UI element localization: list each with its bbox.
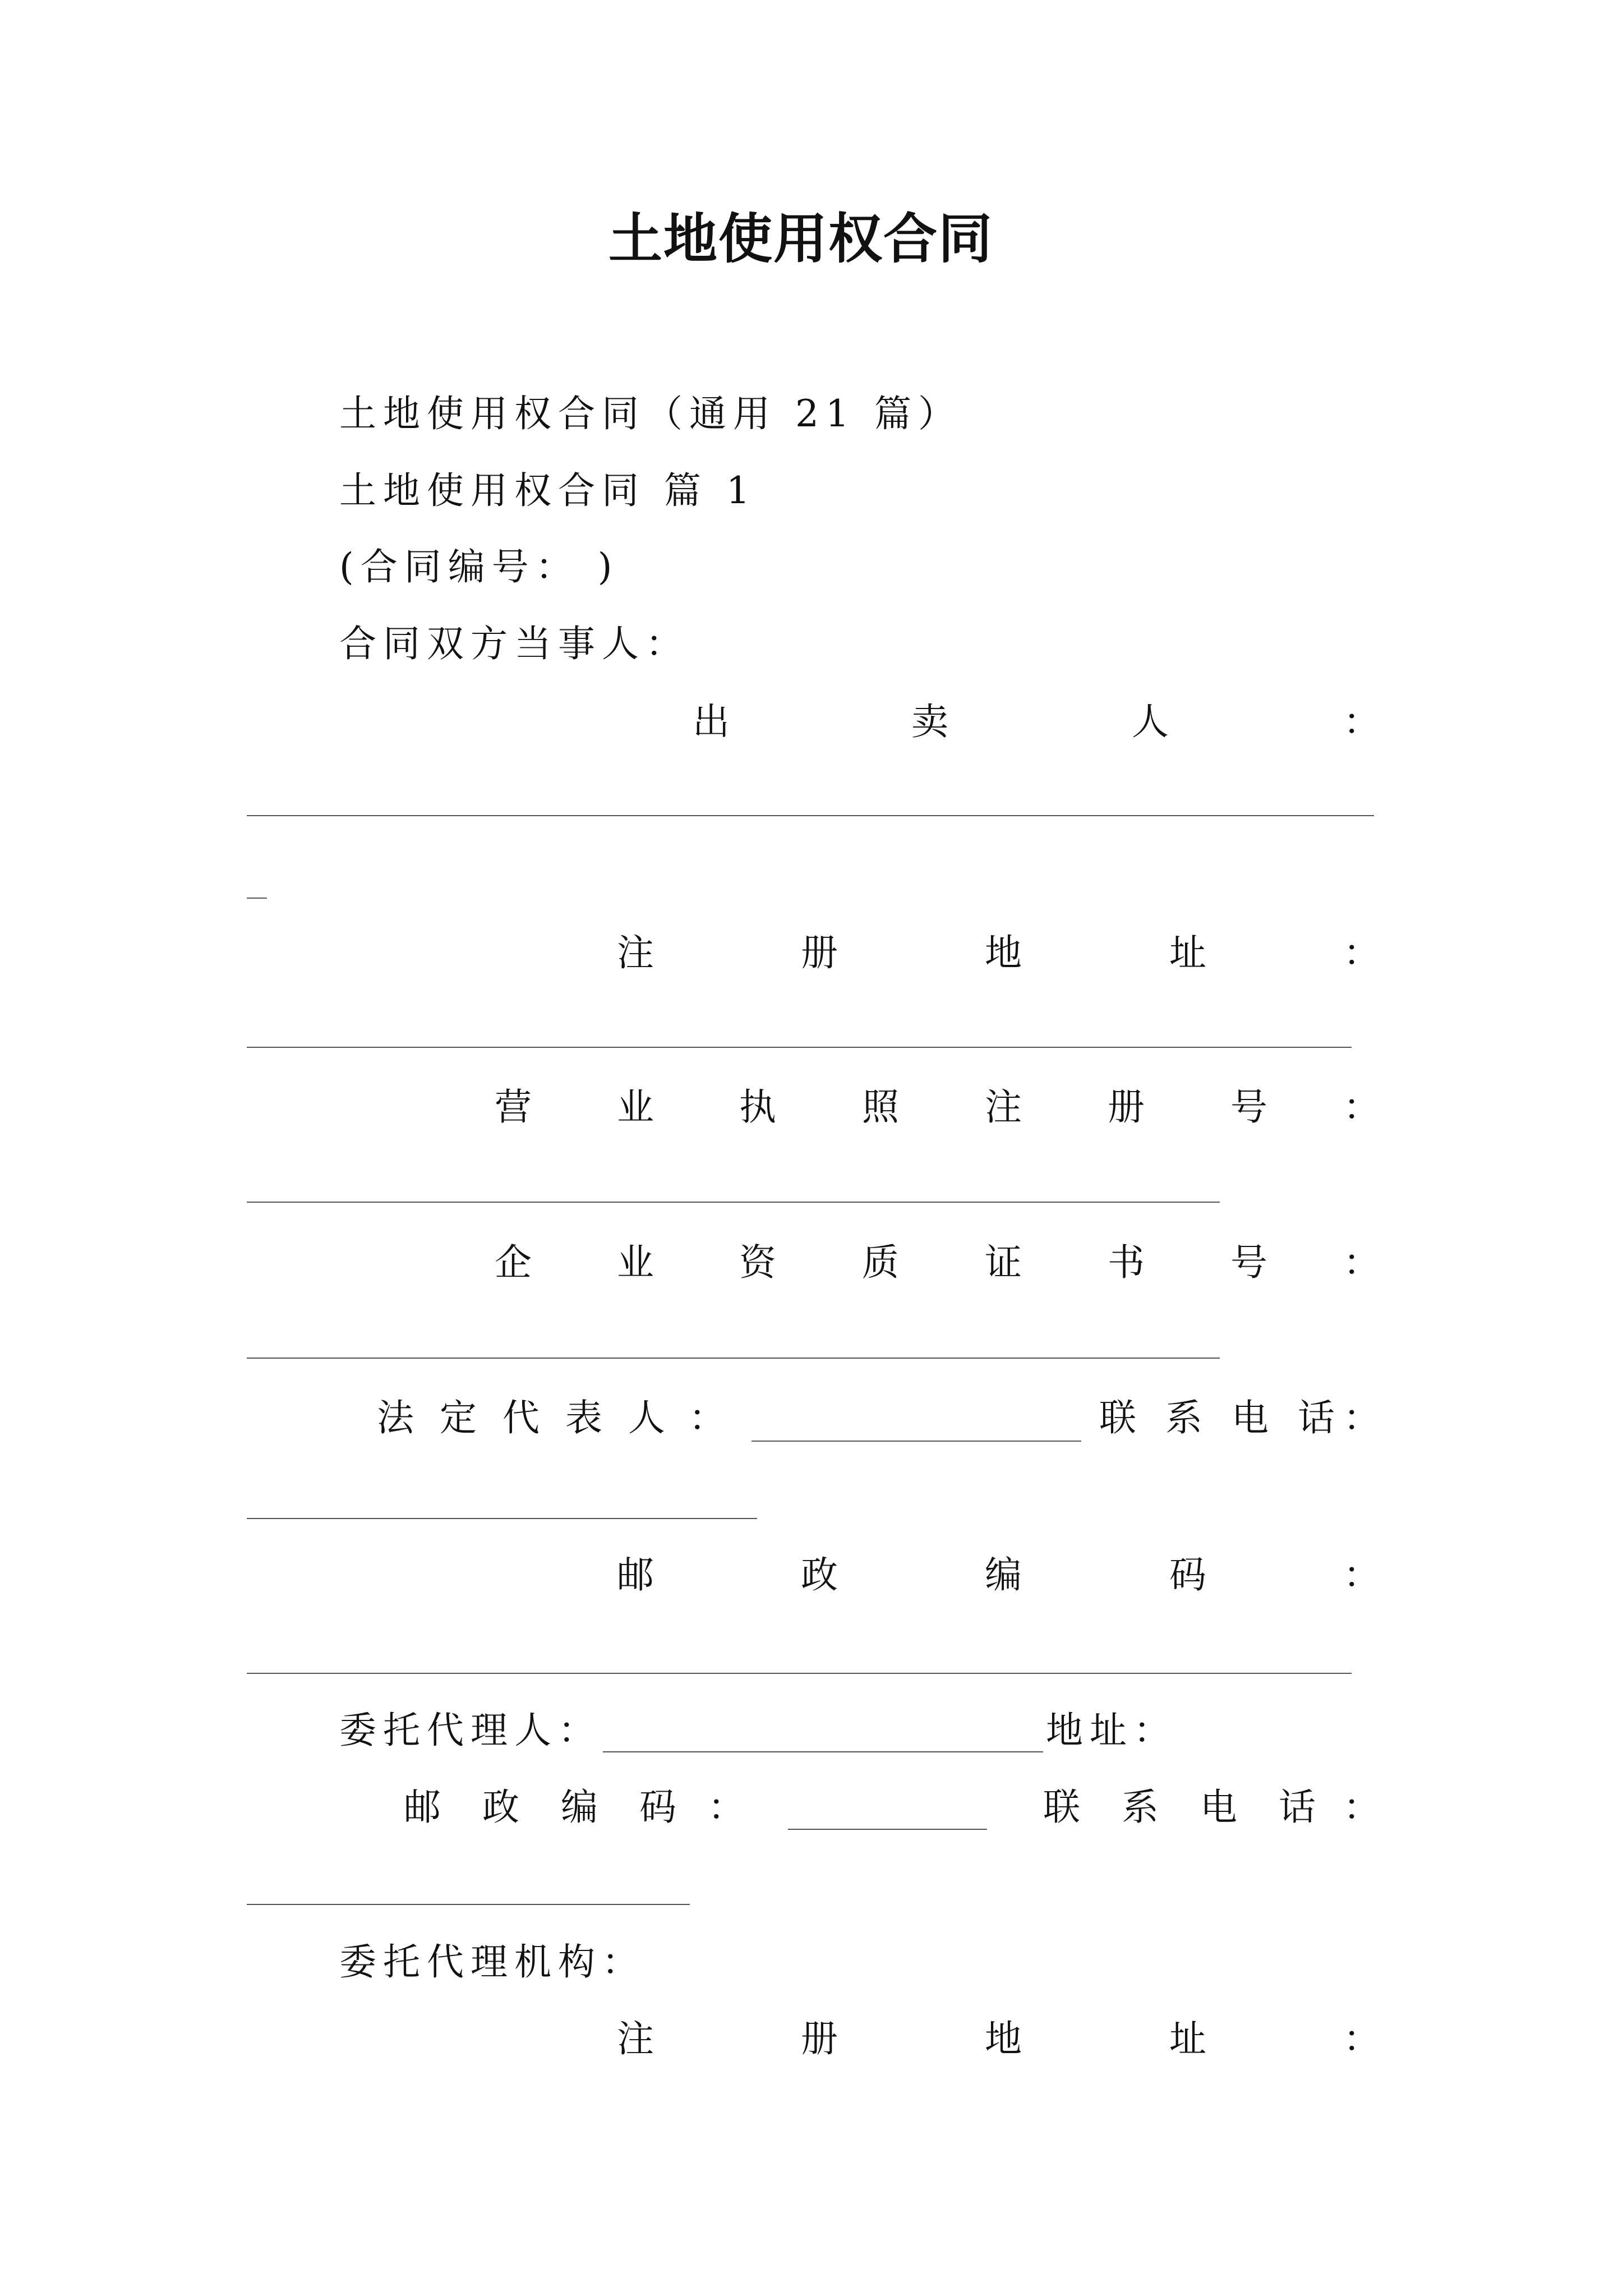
cert-no-blank-line: [247, 1358, 1220, 1359]
cert-no-label-char: ：: [1343, 1241, 1380, 1284]
seller-blank-line: [247, 815, 1374, 816]
license-no-label-char: 册: [1108, 1085, 1145, 1129]
cert-no-label-char: 质: [862, 1241, 899, 1284]
license-no-label-char: 号: [1230, 1085, 1267, 1129]
postcode-blank-line: [247, 1673, 1352, 1674]
legal-rep-phone-blank-line: [247, 1518, 757, 1519]
cert-no-label-char: 业: [617, 1241, 654, 1284]
agency-address-label-char: 注: [617, 2017, 654, 2060]
seller-label-char: 出: [693, 700, 730, 743]
legal-rep-blank-line: [751, 1441, 1081, 1442]
seller-label-char: 人: [1132, 700, 1169, 743]
postcode-label-char: ：: [1343, 1553, 1380, 1596]
license-no-label-char: 照: [862, 1085, 899, 1129]
cert-no-label-char: 号: [1230, 1241, 1267, 1284]
legal-rep-label-char: ：: [689, 1396, 726, 1439]
seller-label-char: 卖: [911, 700, 948, 743]
agent-postcode-label-char: 政: [482, 1786, 519, 1829]
reg-address-label-char: 地: [985, 931, 1022, 974]
reg-address-blank-line: [247, 1047, 1352, 1048]
part-heading: 土地使用权合同 篇 1: [339, 469, 757, 512]
agency-address-label-char: 册: [801, 2017, 838, 2060]
reg-address-label-char: 注: [617, 931, 654, 974]
agent-phone-label-char: 话: [1279, 1786, 1316, 1829]
legal-rep-phone-label-char: 电: [1232, 1396, 1269, 1439]
license-no-label-char: 营: [495, 1085, 532, 1129]
document-subtitle: 土地使用权合同（通用 21 篇）: [339, 392, 962, 435]
license-no-label-char: 业: [617, 1085, 654, 1129]
legal-rep-phone-label-char: 话: [1298, 1396, 1335, 1439]
contract-number: (合同编号： ): [339, 545, 619, 588]
reg-address-label-char: 册: [801, 931, 838, 974]
license-no-label-char: 注: [985, 1085, 1022, 1129]
agent-phone-label-char: 系: [1122, 1786, 1159, 1829]
legal-rep-label-char: 法: [377, 1396, 414, 1439]
agency-address-label-char: ：: [1343, 2017, 1380, 2060]
legal-rep-phone-label-char: 联: [1099, 1396, 1136, 1439]
parties-intro: 合同双方当事人：: [339, 622, 689, 665]
cert-no-label-char: 资: [739, 1241, 776, 1284]
seller-blank-tail: [247, 898, 267, 899]
legal-rep-label-char: 定: [440, 1396, 477, 1439]
legal-rep-label-char: 人: [628, 1396, 665, 1439]
license-no-label-char: 执: [739, 1085, 776, 1129]
postcode-label-char: 编: [985, 1553, 1022, 1596]
agency-address-label-char: 址: [1169, 2017, 1206, 2060]
agency-label: 委托代理机构：: [339, 1940, 645, 1984]
agency-address-label-char: 地: [985, 2017, 1022, 2060]
document-title: 土地使用权合同: [608, 207, 993, 270]
agent-phone-label-char: 联: [1043, 1786, 1080, 1829]
legal-rep-phone-label-char: ：: [1343, 1396, 1380, 1439]
seller-label-char: ：: [1343, 700, 1380, 743]
legal-rep-label-char: 表: [565, 1396, 602, 1439]
agent-postcode-label-char: ：: [708, 1786, 745, 1829]
agent-postcode-blank-line: [788, 1829, 987, 1830]
license-no-label-char: ：: [1343, 1085, 1380, 1129]
cert-no-label-char: 企: [495, 1241, 532, 1284]
agent-postcode-label-char: 码: [639, 1786, 676, 1829]
agent-label: 委托代理人：: [339, 1709, 602, 1752]
agent-postcode-label-char: 邮: [404, 1786, 441, 1829]
agent-phone-blank-line: [247, 1904, 690, 1905]
legal-rep-label-char: 代: [502, 1396, 540, 1439]
license-no-blank-line: [247, 1202, 1220, 1203]
agent-phone-label-char: 电: [1200, 1786, 1237, 1829]
agent-postcode-label-char: 编: [561, 1786, 598, 1829]
postcode-label-char: 政: [801, 1553, 838, 1596]
reg-address-label-char: ：: [1343, 931, 1380, 974]
reg-address-label-char: 址: [1169, 931, 1206, 974]
legal-rep-phone-label-char: 系: [1165, 1396, 1202, 1439]
postcode-label-char: 码: [1169, 1553, 1206, 1596]
agent-phone-label-char: ：: [1343, 1786, 1380, 1829]
cert-no-label-char: 证: [985, 1241, 1022, 1284]
agent-address-label: 地址：: [1046, 1709, 1177, 1752]
agent-blank-line: [603, 1751, 1043, 1752]
postcode-label-char: 邮: [617, 1553, 654, 1596]
cert-no-label-char: 书: [1108, 1241, 1145, 1284]
